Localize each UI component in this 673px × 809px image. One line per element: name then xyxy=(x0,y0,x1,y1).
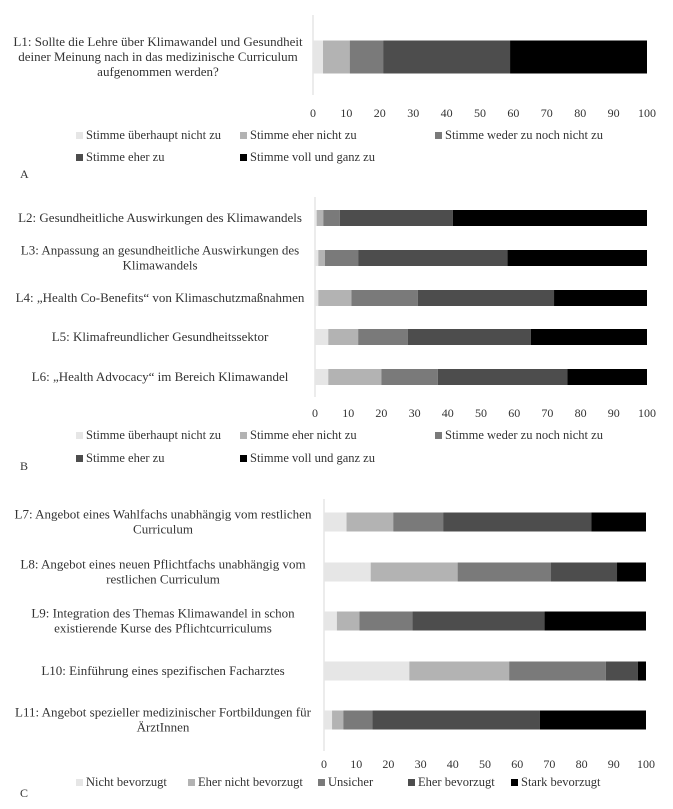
x-tick-label: 70 xyxy=(541,406,554,420)
x-tick-label: 0 xyxy=(310,106,316,120)
category-label: L5: Klimafreundlicher Gesundheitssektor xyxy=(51,329,269,344)
bar-segment-2-4 xyxy=(358,250,507,266)
chart-panel-C xyxy=(15,499,655,800)
bar-segment-5-3 xyxy=(343,711,372,730)
x-tick-label: 70 xyxy=(540,106,553,120)
x-tick-label: 20 xyxy=(375,406,388,420)
bar-segment-2-3 xyxy=(325,250,358,266)
x-tick-label: 30 xyxy=(414,757,427,771)
bar-segment-2-1 xyxy=(324,563,371,582)
bar-segment-3-1 xyxy=(315,290,318,306)
legend-label: Stimme weder zu noch nicht zu xyxy=(445,128,603,142)
bar-segment-5-5 xyxy=(540,711,646,730)
bar-segment-3-2 xyxy=(337,612,360,631)
panel-label: A xyxy=(20,167,29,181)
bar-segment-3-3 xyxy=(359,612,412,631)
bar-segment-2-1 xyxy=(315,250,318,266)
chart-panel-A xyxy=(13,15,656,181)
legend-swatch xyxy=(188,779,195,786)
legend-swatch xyxy=(240,132,247,139)
legend-swatch xyxy=(240,455,247,462)
x-tick-label: 30 xyxy=(408,406,421,420)
legend-label: Stimme weder zu noch nicht zu xyxy=(445,428,603,442)
legend-swatch xyxy=(240,154,247,161)
x-tick-label: 80 xyxy=(574,106,587,120)
legend-swatch xyxy=(435,432,442,439)
bar-segment-3-2 xyxy=(318,290,351,306)
bar-segment-1-1 xyxy=(313,41,323,74)
x-tick-label: 100 xyxy=(638,406,656,420)
legend-swatch xyxy=(408,779,415,786)
x-tick-label: 60 xyxy=(507,106,520,120)
x-tick-label: 60 xyxy=(508,406,521,420)
bar-segment-1-4 xyxy=(383,41,510,74)
bar-segment-1-2 xyxy=(317,210,324,226)
bar-segment-5-1 xyxy=(324,711,332,730)
x-tick-label: 100 xyxy=(637,757,655,771)
bar-segment-4-4 xyxy=(408,329,531,345)
legend-label: Stimme voll und ganz zu xyxy=(250,451,375,465)
x-tick-label: 40 xyxy=(441,406,454,420)
legend-swatch xyxy=(240,432,247,439)
x-tick-label: 20 xyxy=(382,757,395,771)
bar-segment-1-2 xyxy=(323,41,350,74)
legend-label: Stimme überhaupt nicht zu xyxy=(86,128,222,142)
category-label: L6: „Health Advocacy“ im Bereich Klimawandel xyxy=(31,369,289,384)
bar-segment-2-5 xyxy=(617,563,646,582)
bar-segment-4-2 xyxy=(328,329,358,345)
chart-panel-B xyxy=(16,197,656,473)
bar-segment-1-4 xyxy=(443,513,591,532)
x-tick-label: 80 xyxy=(575,757,588,771)
x-tick-label: 50 xyxy=(475,406,487,420)
bar-segment-1-5 xyxy=(510,41,647,74)
bar-segment-2-2 xyxy=(318,250,325,266)
panel-label: C xyxy=(20,786,29,800)
category-label: L10: Einführung eines spezifischen Facharztes xyxy=(41,663,285,678)
x-tick-label: 90 xyxy=(607,757,620,771)
category-label: L1: Sollte die Lehre über Klimawandel und Gesundheit deiner Meinung nach in das medizinische Curriculum aufgenommen werden? xyxy=(13,34,303,79)
category-label: L7: Angebot eines Wahlfachs unabhängig vom restlichen Curriculum xyxy=(14,506,312,537)
legend-label: Nicht bevorzugt xyxy=(86,775,167,789)
x-tick-label: 40 xyxy=(440,106,453,120)
bar-segment-5-4 xyxy=(372,711,539,730)
bar-segment-5-2 xyxy=(328,369,381,385)
bar-segment-4-4 xyxy=(606,662,638,681)
bar-segment-3-4 xyxy=(413,612,545,631)
bar-segment-1-3 xyxy=(393,513,443,532)
category-label: L8: Angebot eines neuen Pflichtfachs unabhängig vom restlichen Curriculum xyxy=(20,556,306,587)
x-tick-label: 10 xyxy=(340,106,353,120)
x-tick-label: 0 xyxy=(312,406,318,420)
bar-segment-2-4 xyxy=(551,563,617,582)
x-tick-label: 30 xyxy=(407,106,420,120)
bar-segment-5-5 xyxy=(567,369,647,385)
legend-label: Unsicher xyxy=(328,775,374,789)
bar-segment-3-1 xyxy=(324,612,337,631)
legend-label: Eher nicht bevorzugt xyxy=(198,775,303,789)
legend-label: Stimme eher zu xyxy=(86,150,165,164)
x-tick-label: 20 xyxy=(373,106,386,120)
bar-segment-1-1 xyxy=(324,513,347,532)
bar-segment-5-4 xyxy=(438,369,567,385)
x-tick-label: 90 xyxy=(607,106,620,120)
x-tick-label: 50 xyxy=(474,106,486,120)
category-label: L4: „Health Co-Benefits“ von Klimaschutzmaßnahmen xyxy=(15,290,305,305)
bar-segment-4-3 xyxy=(509,662,606,681)
bar-segment-1-5 xyxy=(591,513,646,532)
bar-segment-4-1 xyxy=(324,662,409,681)
bar-segment-3-5 xyxy=(545,612,646,631)
bar-segment-4-1 xyxy=(315,329,328,345)
legend-swatch xyxy=(76,132,83,139)
bar-segment-4-2 xyxy=(409,662,509,681)
legend-label: Eher bevorzugt xyxy=(418,775,495,789)
bar-segment-3-5 xyxy=(554,290,647,306)
category-label: L3: Anpassung an gesundheitliche Auswirkungen des Klimawandels xyxy=(20,242,300,273)
category-label: L11: Angebot spezieller medizinischer Fortbildungen für ÄrztInnen xyxy=(15,704,311,735)
legend-label: Stimme überhaupt nicht zu xyxy=(86,428,222,442)
legend-label: Stimme eher nicht zu xyxy=(250,428,357,442)
category-label: L2: Gesundheitliche Auswirkungen des Klimawandels xyxy=(18,210,302,225)
legend-swatch xyxy=(435,132,442,139)
legend-label: Stimme eher nicht zu xyxy=(250,128,357,142)
bar-segment-5-2 xyxy=(332,711,343,730)
bar-segment-5-3 xyxy=(381,369,437,385)
bar-segment-5-1 xyxy=(315,369,328,385)
bar-segment-1-5 xyxy=(453,210,647,226)
x-tick-label: 70 xyxy=(543,757,556,771)
legend-swatch xyxy=(511,779,518,786)
x-tick-label: 10 xyxy=(350,757,363,771)
x-tick-label: 90 xyxy=(607,406,620,420)
bar-segment-1-1 xyxy=(315,210,317,226)
bar-segment-4-5 xyxy=(531,329,647,345)
legend-swatch xyxy=(76,455,83,462)
x-tick-label: 60 xyxy=(511,757,524,771)
legend-swatch xyxy=(76,779,83,786)
x-tick-label: 80 xyxy=(574,406,587,420)
legend-swatch xyxy=(318,779,325,786)
bar-segment-4-3 xyxy=(358,329,408,345)
bar-segment-1-2 xyxy=(347,513,394,532)
bar-segment-4-5 xyxy=(638,662,646,681)
panel-label: B xyxy=(20,459,29,473)
category-label: L9: Integration des Themas Klimawandel in schon existierende Kurse des Pflichtcurriculums xyxy=(31,605,295,636)
x-tick-label: 0 xyxy=(321,757,327,771)
legend-swatch xyxy=(76,154,83,161)
x-tick-label: 10 xyxy=(342,406,355,420)
bar-segment-1-3 xyxy=(350,41,383,74)
bar-segment-2-3 xyxy=(458,563,551,582)
legend-label: Stark bevorzugt xyxy=(521,775,601,789)
bar-segment-2-2 xyxy=(371,563,458,582)
legend-label: Stimme eher zu xyxy=(86,451,165,465)
x-tick-label: 40 xyxy=(446,757,459,771)
bar-segment-1-3 xyxy=(323,210,340,226)
bar-segment-3-4 xyxy=(418,290,554,306)
bar-segment-1-4 xyxy=(340,210,453,226)
x-tick-label: 100 xyxy=(638,106,656,120)
bar-segment-3-3 xyxy=(352,290,418,306)
x-tick-label: 50 xyxy=(479,757,491,771)
legend-label: Stimme voll und ganz zu xyxy=(250,150,375,164)
bar-segment-2-5 xyxy=(508,250,647,266)
legend-swatch xyxy=(76,432,83,439)
